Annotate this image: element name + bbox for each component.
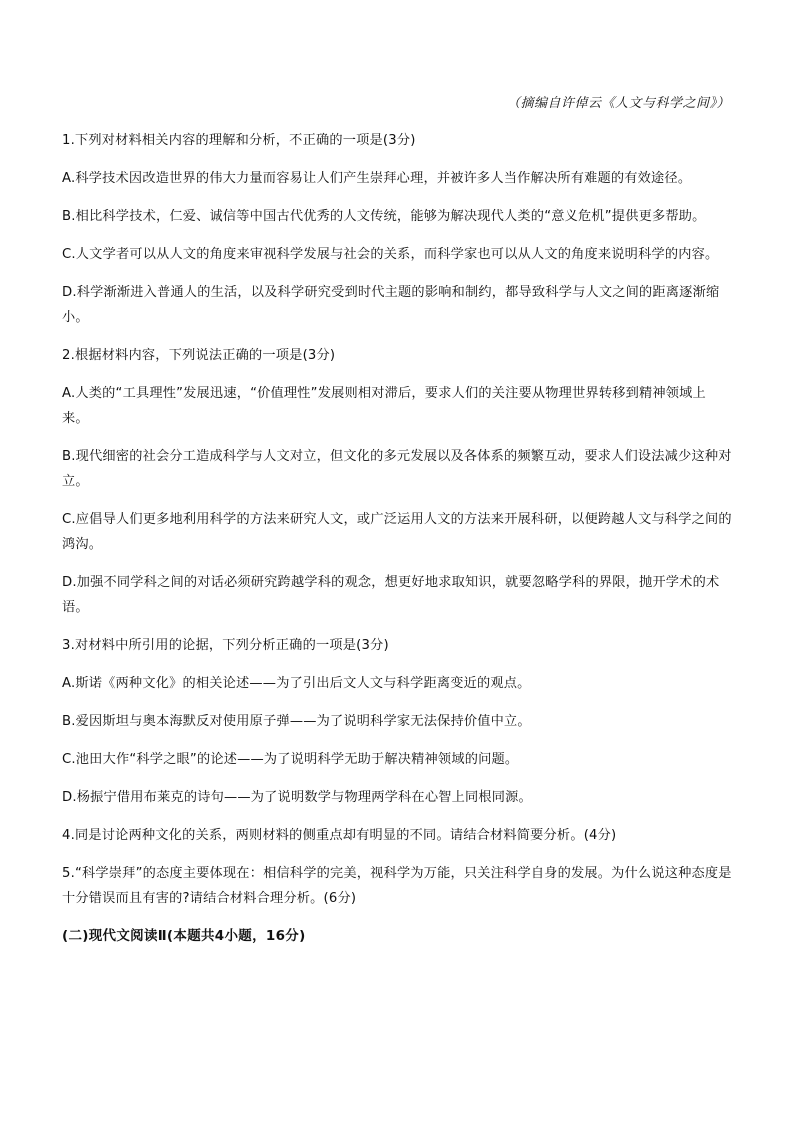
question-stem: 1.下列对材料相关内容的理解和分析，不正确的一项是(3分) [62, 133, 416, 148]
option-b: B.爱因斯坦与奥本海默反对使用原子弹——为了说明科学家无法保持价值中立。 [62, 714, 531, 729]
question-stem: 4.同是讨论两种文化的关系，两则材料的侧重点却有明显的不同。请结合材料简要分析。(4分) [62, 828, 617, 843]
option-a: A.人类的“工具理性”发展迅速，“价值理性”发展则相对滞后，要求人们的关注要从物理世界转移到精神领域上来。 [62, 386, 706, 426]
option-d: D.加强不同学科之间的对话必须研究跨越学科的观念，想更好地求取知识，就要忽略学科的界限，抛开学术的术语。 [62, 575, 720, 615]
option-b: B.现代细密的社会分工造成科学与人文对立，但文化的多元发展以及各体系的频繁互动，要求人们设法减少这种对立。 [62, 449, 732, 489]
section-heading: (二)现代文阅读Ⅱ(本题共4小题，16分) [62, 928, 306, 944]
question-stem: 2.根据材料内容，下列说法正确的一项是(3分) [62, 348, 336, 363]
option-a: A.斯诺《两种文化》的相关论述——为了引出后文人文与科学距离变近的观点。 [62, 676, 531, 691]
option-d: D.杨振宁借用布莱克的诗句——为了说明数学与物理两学科在心智上同根同源。 [62, 790, 532, 805]
option-c: C.人文学者可以从人文的角度来审视科学发展与社会的关系，而科学家也可以从人文的角度来说明科学的内容。 [62, 247, 719, 262]
option-d: D.科学渐渐进入普通人的生活，以及科学研究受到时代主题的影响和制约，都导致科学与人文之间的距离逐渐缩小。 [62, 285, 720, 325]
source-note: （摘编自许倬云《人文与科学之间》） [506, 96, 730, 111]
question-stem: 3.对材料中所引用的论据，下列分析正确的一项是(3分) [62, 638, 389, 653]
question-list [62, 128, 732, 949]
option-c: C.池田大作“科学之眼”的论述——为了说明科学无助于解决精神领域的问题。 [62, 752, 519, 767]
option-b: B.相比科学技术，仁爱、诚信等中国古代优秀的人文传统，能够为解决现代人类的“意义危机”提供更多帮助。 [62, 209, 706, 224]
question-stem: 5.“科学崇拜”的态度主要体现在：相信科学的完美，视科学为万能，只关注科学自身的发展。为什么说这种态度是十分错误而且有害的?请结合材料合理分析。(6分) [62, 866, 732, 906]
option-c: C.应倡导人们更多地利用科学的方法来研究人文，或广泛运用人文的方法来开展科研，以便跨越人文与科学之间的鸿沟。 [62, 512, 732, 552]
option-a: A.科学技术因改造世界的伟大力量而容易让人们产生崇拜心理，并被许多人当作解决所有难题的有效途径。 [62, 171, 692, 186]
